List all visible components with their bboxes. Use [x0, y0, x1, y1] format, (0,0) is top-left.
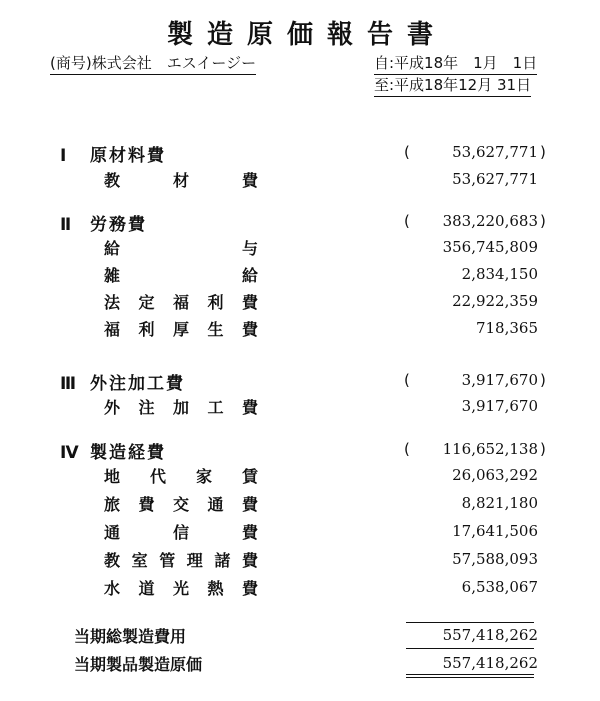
label-char: 地	[104, 467, 121, 486]
paren-close: )	[540, 371, 546, 389]
line-item-label	[104, 548, 258, 571]
section-total-labor: 383,220,683	[442, 212, 538, 230]
label-char: 利	[207, 293, 224, 312]
line-item-label	[104, 317, 258, 340]
section-heading-overhead	[60, 438, 166, 463]
section-number: Ⅳ	[60, 443, 79, 463]
paren-open: (	[404, 440, 410, 458]
line-item-amount: 6,538,067	[461, 578, 538, 596]
section-label: 原材料費	[90, 146, 166, 166]
label-char: 福	[104, 320, 121, 339]
label-char: 教	[104, 551, 121, 570]
section-total-overhead: 116,652,138	[442, 440, 538, 458]
label-char: 生	[207, 320, 224, 339]
total-manufacturing-cost: 557,418,262	[442, 626, 538, 644]
line-item-amount: 17,641,506	[452, 522, 538, 540]
company-name: (商号)株式会社 エスイージー	[50, 52, 256, 75]
label-char: 与	[241, 239, 258, 258]
label-char: 費	[138, 495, 155, 514]
cost-of-goods-manufactured-label: 当期製品製造原価	[74, 655, 203, 674]
label-char: 通	[104, 523, 121, 542]
label-char: 費	[241, 320, 258, 339]
label-char: 厚	[172, 320, 189, 339]
label-char: 材	[172, 171, 189, 190]
period-to: 至:平成18年12月 31日	[374, 74, 531, 97]
label-char: 代	[149, 467, 166, 486]
label-char: 定	[138, 293, 155, 312]
label-char: 道	[138, 579, 155, 598]
section-label: 製造経費	[90, 443, 166, 463]
label-char: 費	[241, 551, 258, 570]
paren-close: )	[540, 212, 546, 230]
total-double-rule-1	[406, 674, 534, 675]
label-char: 教	[104, 171, 121, 190]
label-char: 注	[138, 398, 155, 417]
label-char: 通	[207, 495, 224, 514]
line-item-label	[104, 168, 258, 191]
label-char: 管	[159, 551, 176, 570]
section-number: Ⅲ	[60, 374, 77, 394]
line-item-amount: 3,917,670	[461, 397, 538, 415]
section-label: 外注加工費	[90, 374, 185, 394]
label-char: 雑	[104, 266, 121, 285]
line-item-label	[104, 236, 258, 259]
period-from: 自:平成18年 1月 1日	[374, 52, 537, 75]
label-char: 熱	[207, 579, 224, 598]
section-heading-labor	[60, 210, 147, 235]
label-char: 福	[172, 293, 189, 312]
label-char: 理	[186, 551, 203, 570]
label-char: 費	[241, 523, 258, 542]
label-char: 加	[172, 398, 189, 417]
label-char: 水	[104, 579, 121, 598]
section-number: Ⅱ	[60, 215, 72, 235]
line-item-amount: 356,745,809	[442, 238, 538, 256]
line-item-amount: 718,365	[475, 319, 538, 337]
line-item-amount: 8,821,180	[461, 494, 538, 512]
label-char: 利	[138, 320, 155, 339]
section-number: Ⅰ	[60, 146, 67, 166]
label-char: 費	[241, 171, 258, 190]
cost-of-goods-manufactured: 557,418,262	[442, 654, 538, 672]
section-heading-materials	[60, 141, 166, 166]
section-label: 労務費	[90, 215, 147, 235]
section-heading-outsourcing	[60, 369, 185, 394]
label-char: 外	[104, 398, 121, 417]
label-char: 費	[241, 293, 258, 312]
paren-open: (	[404, 371, 410, 389]
label-char: 諸	[214, 551, 231, 570]
label-char: 交	[172, 495, 189, 514]
report-title: 製造原価報告書	[166, 20, 447, 50]
section-total-materials: 53,627,771	[452, 143, 538, 161]
paren-open: (	[404, 212, 410, 230]
label-char: 光	[172, 579, 189, 598]
line-item-label	[104, 520, 258, 543]
label-char: 信	[172, 523, 189, 542]
line-item-amount: 57,588,093	[452, 550, 538, 568]
line-item-amount: 22,922,359	[452, 292, 538, 310]
line-item-amount: 2,834,150	[461, 265, 538, 283]
line-item-label	[104, 464, 258, 487]
line-item-amount: 26,063,292	[452, 466, 538, 484]
label-char: 室	[131, 551, 148, 570]
total-rule-top	[406, 622, 534, 623]
label-char: 賃	[241, 467, 258, 486]
total-rule-middle	[406, 648, 534, 649]
label-char: 給	[241, 266, 258, 285]
line-item-label	[104, 263, 258, 286]
label-char: 費	[241, 579, 258, 598]
paren-open: (	[404, 143, 410, 161]
paren-close: )	[540, 143, 546, 161]
label-char: 旅	[104, 495, 121, 514]
label-char: 法	[104, 293, 121, 312]
line-item-label	[104, 492, 258, 515]
line-item-label	[104, 395, 258, 418]
paren-close: )	[540, 440, 546, 458]
line-item-label	[104, 290, 258, 313]
total-manufacturing-cost-label: 当期総製造費用	[74, 627, 187, 646]
label-char: 家	[195, 467, 212, 486]
label-char: 給	[104, 239, 121, 258]
total-double-rule-2	[406, 677, 534, 678]
label-char: 費	[241, 398, 258, 417]
label-char: 工	[207, 398, 224, 417]
line-item-label	[104, 576, 258, 599]
section-total-outsourcing: 3,917,670	[461, 371, 538, 389]
line-item-amount: 53,627,771	[452, 170, 538, 188]
label-char: 費	[241, 495, 258, 514]
